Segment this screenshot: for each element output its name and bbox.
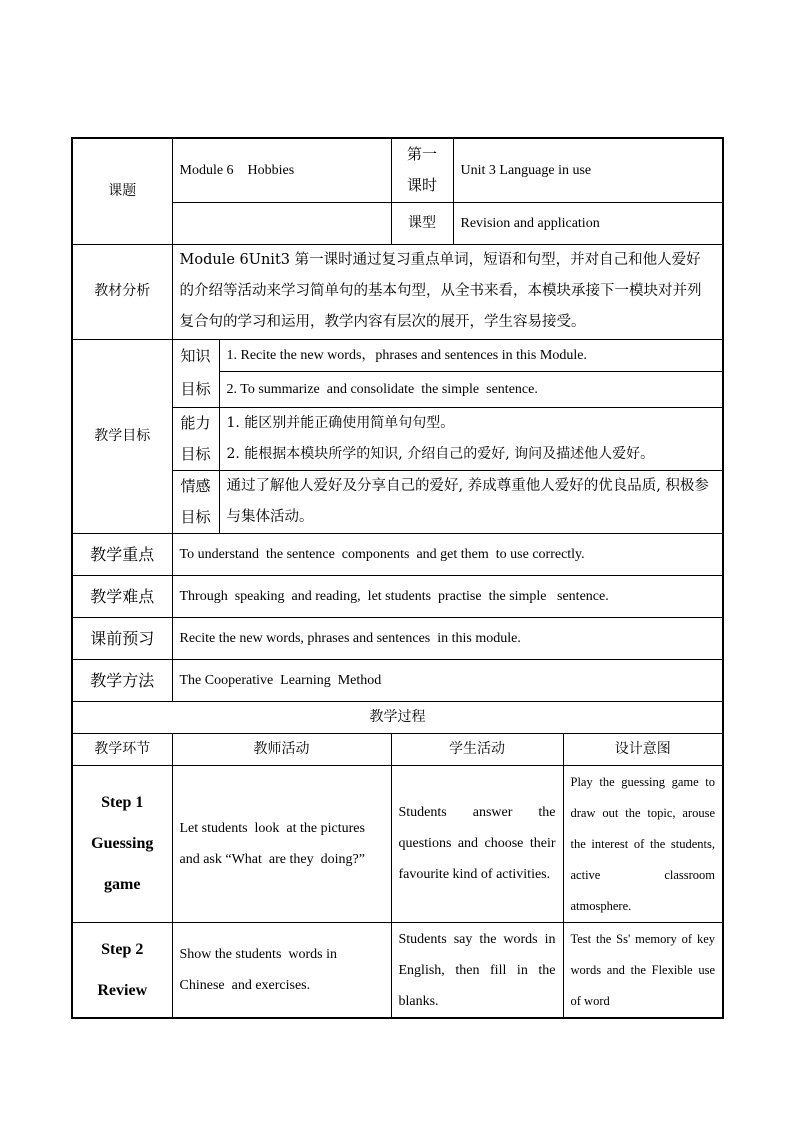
step-1-teacher: Let students look at the pictures and ask “What are they doing?”: [172, 765, 391, 922]
knowledge-label-1: 知识: [180, 347, 211, 365]
step-1-title: Step 1: [101, 794, 144, 811]
analysis-text: Module 6Unit3 第一课时通过复习重点单词，短语和句型，并对自己和他人爱好的介绍等活动来学习简单句的基本句型，从全书来看，本模块承接下一模块对并列复合句的学习和运用，教学内容有层次的展开，学生容易接受。: [172, 244, 723, 339]
ability-1: 1. 能区别并能正确使用简单句句型。: [219, 407, 723, 439]
methods-label: 教学方法: [72, 659, 172, 701]
process-header-purpose: 设计意图: [563, 733, 723, 765]
topic-spacer: [172, 202, 391, 244]
emotion-label: [172, 470, 219, 533]
ability-2: 2. 能根据本模块所学的知识, 介绍自己的爱好, 询问及描述他人爱好。: [219, 439, 723, 471]
table-row: [72, 765, 723, 922]
step-2-name-1: Review: [97, 981, 148, 999]
table-row: [72, 922, 723, 1018]
emotion-text: 通过了解他人爱好及分享自己的爱好, 养成尊重他人爱好的优良品质, 积极参与集体活动。: [219, 470, 723, 533]
period-label: [391, 138, 453, 202]
period-value: Unit 3 Language in use: [453, 138, 723, 202]
step-2-title: Step 2: [101, 940, 144, 958]
objectives-label: 教学目标: [72, 339, 172, 533]
step-2-teacher: Show the students words in Chinese and exercises.: [172, 922, 391, 1018]
type-label: 课型: [391, 202, 453, 244]
process-header-teacher: 教师活动: [172, 733, 391, 765]
emotion-label-1: 情感: [180, 476, 211, 495]
key-points-label: 教学重点: [72, 533, 172, 575]
knowledge-label: [172, 339, 219, 407]
knowledge-1: 1. Recite the new words，phrases and sentences in this Module.: [219, 339, 723, 371]
step-1-purpose: Play the guessing game to draw out the topic, arouse the interest of the students, active classroom atmosphere.: [563, 765, 723, 922]
period-label-text: 第一课时: [406, 145, 437, 195]
step-1-name-2: game: [104, 876, 141, 893]
analysis-label: 教材分析: [72, 244, 172, 339]
difficulties-text: Through speaking and reading, let students practise the simple sentence.: [172, 575, 723, 617]
preview-text: Recite the new words, phrases and sentences in this module.: [172, 617, 723, 659]
difficulties-label: 教学难点: [72, 575, 172, 617]
process-title: 教学过程: [72, 701, 723, 733]
step-1-student: Students answer the questions and choose their favourite kind of activities.: [391, 765, 563, 922]
step-2-purpose: Test the Ss' memory of key words and the Flexible use of word: [563, 922, 723, 1018]
knowledge-label-2: 目标: [180, 380, 211, 398]
type-value: Revision and application: [453, 202, 723, 244]
emotion-label-2: 目标: [180, 507, 211, 526]
step-1-name-1: Guessing: [91, 835, 154, 852]
topic-value: Module 6 Hobbies: [172, 138, 391, 202]
process-header-student: 学生活动: [391, 733, 563, 765]
ability-label-1: 能力: [180, 413, 211, 432]
step-2-student: Students say the words in English, then fill in the blanks.: [391, 922, 563, 1018]
process-header-stage: 教学环节: [72, 733, 172, 765]
methods-text: The Cooperative Learning Method: [172, 659, 723, 701]
ability-label-2: 目标: [180, 444, 211, 463]
preview-label: 课前预习: [72, 617, 172, 659]
knowledge-2: 2. To summarize and consolidate the simple sentence.: [219, 371, 723, 407]
lesson-plan-table: [71, 137, 724, 1019]
step-1-cell: [72, 765, 172, 922]
ability-label: [172, 407, 219, 470]
key-points-text: To understand the sentence components and get them to use correctly.: [172, 533, 723, 575]
topic-label: 课题: [72, 138, 172, 244]
step-2-cell: [72, 922, 172, 1018]
